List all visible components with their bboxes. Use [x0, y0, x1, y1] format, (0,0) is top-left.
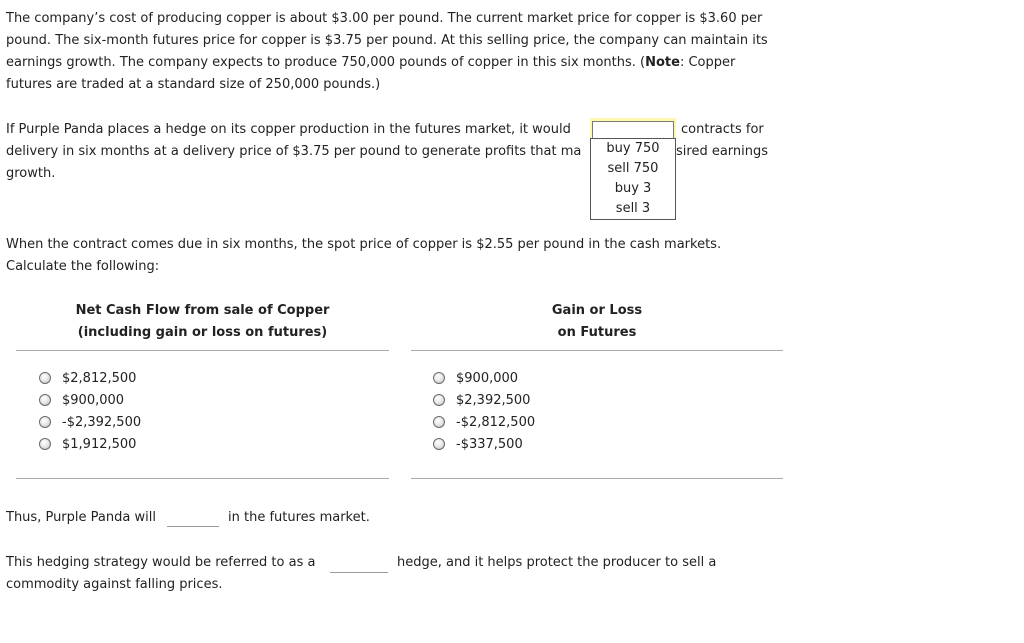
- scenario-line-1: When the contract comes due in six months, the spot price of copper is $2.55 per pound in the cash markets.: [6, 237, 722, 252]
- futures-position-blank[interactable]: [167, 526, 219, 527]
- hedge-line-1-before: If Purple Panda places a hedge on its copper production in the futures market, it would: [6, 122, 571, 137]
- radio-button[interactable]: [433, 394, 445, 406]
- intro-line-3: [6, 52, 735, 74]
- gain-loss-top-divider: [411, 350, 783, 351]
- radio-button[interactable]: [39, 438, 51, 450]
- net-cash-bottom-divider: [16, 478, 389, 479]
- option-label: -$337,500: [456, 436, 523, 452]
- intro-line-1: The company’s cost of producing copper is about $3.00 per pound. The current market price for copper is $3.60 per: [6, 11, 763, 26]
- gain-loss-bottom-divider: [411, 478, 783, 479]
- radio-button[interactable]: [39, 394, 51, 406]
- gain-loss-option-3[interactable]: [433, 411, 535, 433]
- option-label: -$2,812,500: [456, 414, 536, 430]
- radio-button[interactable]: [39, 416, 51, 428]
- hedge-type-blank[interactable]: [330, 572, 388, 573]
- scenario-line-2: Calculate the following:: [6, 259, 160, 274]
- gain-loss-option-1[interactable]: [433, 367, 518, 389]
- note-label: Note: [645, 55, 680, 70]
- net-cash-option-4[interactable]: [39, 433, 136, 455]
- hedge-line-2-before: delivery in six months at a delivery price of $3.75 per pound to generate profits that ma: [6, 144, 582, 159]
- hedge-line-2-after: sired earnings: [676, 144, 769, 159]
- option-label: $1,912,500: [62, 436, 137, 452]
- hedge-line-3: growth.: [6, 166, 56, 181]
- net-cash-top-divider: [16, 350, 389, 351]
- note-rest: : Copper: [679, 55, 736, 70]
- strategy-line-1-after: hedge, and it helps protect the producer to sell a: [397, 555, 717, 570]
- radio-button[interactable]: [433, 416, 445, 428]
- intro-line-2: pound. The six-month futures price for copper is $3.75 per pound. At this selling price, the company can maintain its: [6, 33, 768, 48]
- strategy-line-1-before: This hedging strategy would be referred to as a: [6, 555, 316, 570]
- gain-loss-option-4[interactable]: [433, 433, 523, 455]
- net-cash-header-line-1: Net Cash Flow from sale of Copper: [75, 303, 330, 318]
- gain-loss-header-line-2: on Futures: [557, 325, 637, 340]
- intro-line-4: futures are traded at a standard size of 250,000 pounds.): [6, 77, 381, 92]
- option-label: -$2,392,500: [62, 414, 142, 430]
- thus-after: in the futures market.: [228, 510, 370, 525]
- radio-button[interactable]: [39, 372, 51, 384]
- dropdown-option-buy-3[interactable]: buy 3: [614, 181, 652, 196]
- hedge-line-1-after: contracts for: [681, 122, 764, 137]
- option-label: $2,392,500: [456, 392, 531, 408]
- net-cash-option-1[interactable]: [39, 367, 136, 389]
- dropdown-option-sell-3[interactable]: sell 3: [615, 201, 651, 216]
- option-label: $900,000: [456, 370, 519, 386]
- radio-button[interactable]: [433, 372, 445, 384]
- thus-before: Thus, Purple Panda will: [6, 510, 156, 525]
- net-cash-option-3[interactable]: [39, 411, 141, 433]
- net-cash-option-2[interactable]: [39, 389, 124, 411]
- option-label: $900,000: [62, 392, 125, 408]
- option-label: $2,812,500: [62, 370, 137, 386]
- gain-loss-option-2[interactable]: [433, 389, 530, 411]
- strategy-line-2: commodity against falling prices.: [6, 577, 223, 592]
- dropdown-option-buy-750[interactable]: buy 750: [606, 141, 660, 156]
- gain-loss-header-line-1: Gain or Loss: [551, 303, 643, 318]
- radio-button[interactable]: [433, 438, 445, 450]
- net-cash-header-line-2: (including gain or loss on futures): [77, 325, 328, 340]
- intro-line-3-text: earnings growth. The company expects to produce 750,000 pounds of copper in this six months. (: [6, 55, 646, 70]
- contracts-dropdown-list: [590, 138, 676, 220]
- contracts-dropdown-value[interactable]: [592, 121, 674, 139]
- dropdown-option-sell-750[interactable]: sell 750: [607, 161, 659, 176]
